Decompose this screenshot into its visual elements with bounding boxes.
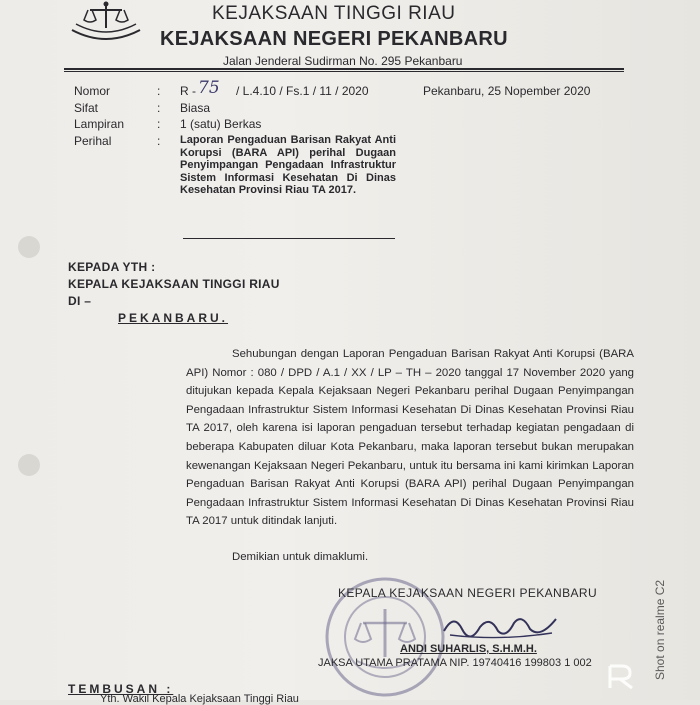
lampiran-label: Lampiran <box>74 117 125 131</box>
nomor-prefix: R - <box>180 84 196 98</box>
cc-item: Yth. Wakil Kepala Kejaksaan Tinggi Riau <box>100 693 299 705</box>
cc-label: TEMBUSAN : <box>68 682 174 696</box>
perihal-underline <box>183 238 395 239</box>
recipient-line1: KEPADA YTH : <box>68 260 156 274</box>
recipient-line2: KEPALA KEJAKSAAN TINGGI RIAU <box>68 277 280 291</box>
letter-date: Pekanbaru, 25 Nopember 2020 <box>423 84 591 98</box>
letterhead-line2: KEJAKSAAN NEGERI PEKANBARU <box>160 28 508 50</box>
perihal-label: Perihal <box>74 134 112 148</box>
letterhead-rule-thin <box>64 71 624 72</box>
letterhead-line1: KEJAKSAAN TINGGI RIAU <box>212 3 456 24</box>
signatory-rank: JAKSA UTAMA PRATAMA NIP. 19740416 199803 1 002 <box>318 657 592 669</box>
punch-hole <box>18 454 40 476</box>
handwritten-signature-icon <box>440 605 560 645</box>
kejaksaan-emblem-icon <box>66 0 146 42</box>
letterhead-rule <box>64 68 624 70</box>
perihal-value: Laporan Pengaduan Barisan Rakyat Anti Korupsi (BARA API) perihal Dugaan Penyimpangan Pengadaan Infrastruktur Sistem Informasi Kesehatan Di Dinas Kesehatan Provinsi Riau TA 2017. <box>180 134 396 196</box>
sifat-colon: : <box>157 101 161 115</box>
letterhead-address: Jalan Jenderal Sudirman No. 295 Pekanbaru <box>223 54 463 68</box>
nomor-label: Nomor <box>74 84 111 98</box>
sifat-label: Sifat <box>74 101 99 115</box>
closing-line: Demikian untuk dimaklumi. <box>232 551 369 563</box>
nomor-handwritten: 75 <box>198 78 220 98</box>
sifat-value: Biasa <box>180 101 211 115</box>
punch-hole <box>18 236 40 258</box>
camera-brand-logo-icon <box>606 662 636 692</box>
camera-watermark: Shot on realme C2 <box>653 579 667 680</box>
recipient-city: PEKANBARU. <box>118 311 229 325</box>
recipient-line3: DI – <box>68 294 92 308</box>
nomor-colon: : <box>157 84 161 98</box>
signatory-name: ANDI SUHARLIS, S.H.M.H. <box>400 643 537 655</box>
nomor-value: / L.4.10 / Fs.1 / 11 / 2020 <box>236 84 369 98</box>
body-paragraph: Sehubungan dengan Laporan Pengaduan Barisan Rakyat Anti Korupsi (BARA API) Nomor : 080 / DPD / A.1 / XX / LP – TH – 2020 tanggal 17 November 2020 yang ditujukan kepada Kepala Kejaksaan Negeri Pekanbaru perihal Dugaan Penyimpangan Pengadaan Infrastruktur Sistem Informasi Kesehatan Di Dinas Kesehatan Provinsi Riau TA 2017, oleh karena isi laporan pengaduan tersebut terhadap kegiatan pengadaan di beberapa Kabupaten diluar Kota Pekanbaru, maka laporan tersebut bukan merupakan kewenangan Kejaksaan Negeri Pekanbaru, untuk itu bersama ini kami kirimkan Laporan Pengaduan Barisan Rakyat Anti Korupsi (BARA API) perihal Dugaan Penyimpangan Pengadaan Infrastruktur Sistem Informasi Kesehatan Di Dinas Kesehatan Provinsi Riau TA 2017 untuk ditindak lanjuti. <box>186 348 634 528</box>
lampiran-colon: : <box>157 117 161 131</box>
perihal-colon: : <box>157 134 161 148</box>
signatory-title: KEPALA KEJAKSAAN NEGERI PEKANBARU <box>338 586 598 600</box>
lampiran-value: 1 (satu) Berkas <box>180 117 262 131</box>
